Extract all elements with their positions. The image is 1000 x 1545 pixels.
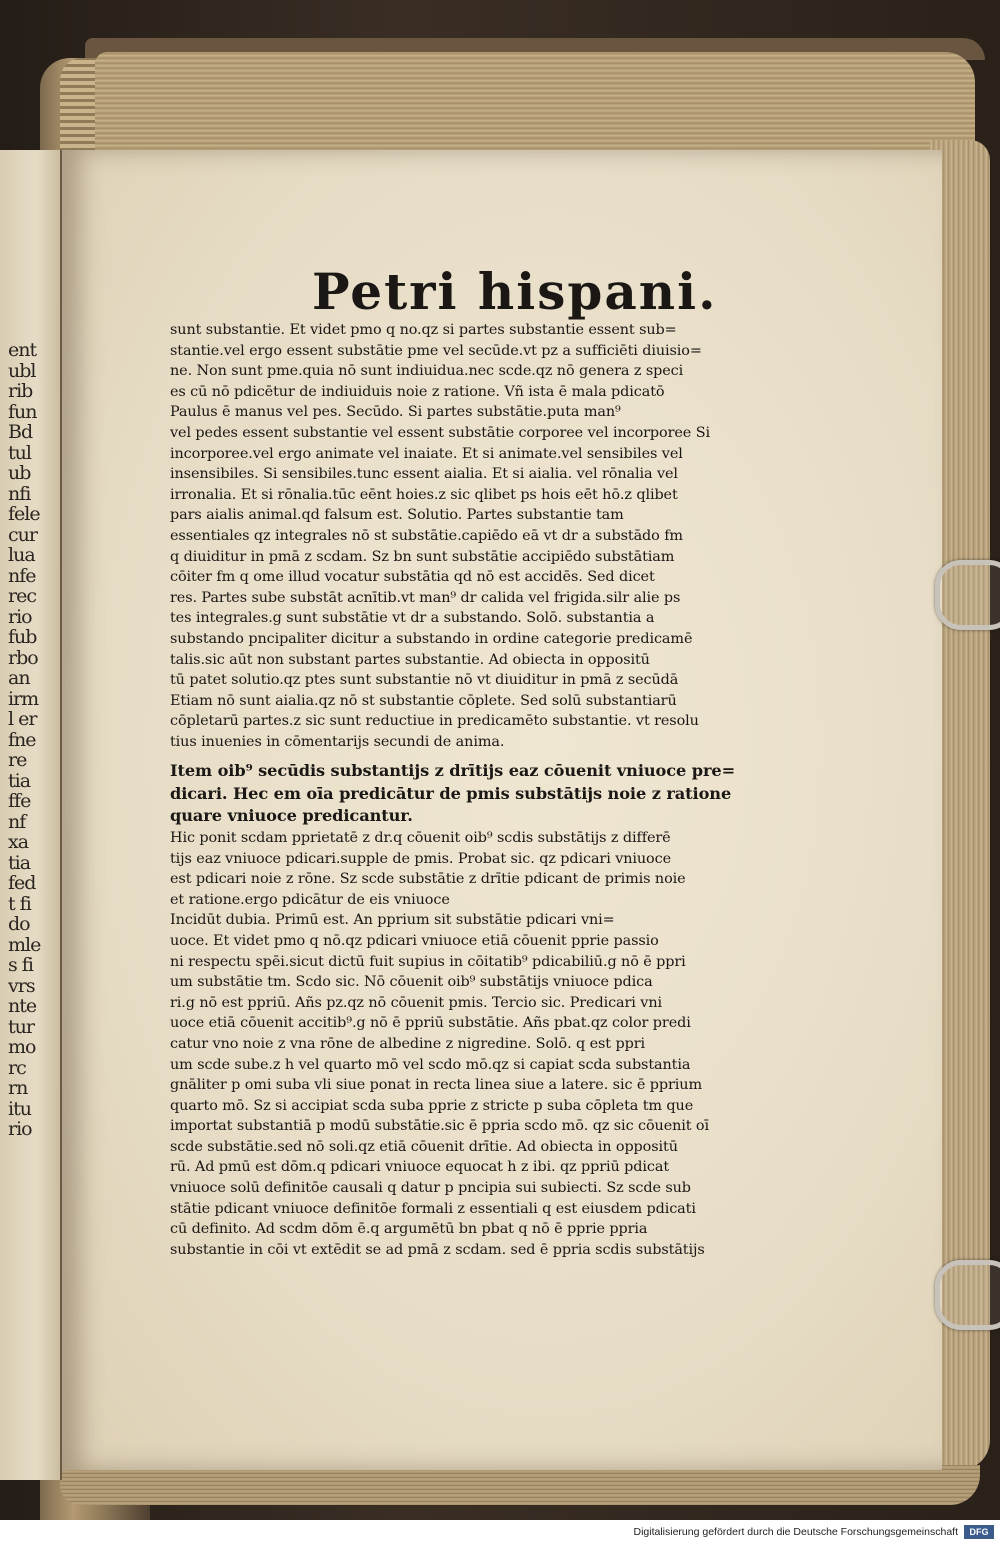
text-line: stātie pdicant vniuoce definitōe formali z essentiali q est eiusdem pdicati: [170, 1200, 696, 1217]
text-line: res. Partes sube substāt acnītib.vt man⁹ dr calida vel frigida.silr alie ps: [170, 589, 681, 606]
text-line: cōpletarū partes.z sic sunt reductiue in predicamēto substantie. vt resolu: [170, 713, 699, 730]
footer-credit: Digitalisierung gefördert durch die Deutsche Forschungsgemeinschaft: [633, 1526, 958, 1538]
text-line: scde substātie.sed nō soli.qz etiā cōuenit drītie. Ad obiecta in oppositū: [170, 1138, 678, 1155]
text-line: substando pncipaliter dicitur a substando in ordine categorie predicamē: [170, 630, 693, 647]
page-block-bottom-edge: [60, 1465, 980, 1505]
text-line: tius inuenies in cōmentarijs secundi de anima.: [170, 733, 505, 750]
text-line: dicari. Hec em oīa predicātur de pmis substātijs noie z ratione: [170, 783, 732, 803]
text-line: irronalia. Et si rōnalia.tūc eēnt hoies.z sic qlibet ps hois eēt hō.z qlibet: [170, 486, 678, 503]
text-line: um substātie tm. Scdo sic. Nō cōuenit oib⁹ substātijs vniuoce pdica: [170, 974, 653, 991]
text-line: insensibiles. Si sensibiles.tunc essent aialia. Et si aialia. vel rōnalia vel: [170, 466, 678, 483]
text-line: et ratione.ergo pdicātur de eis vniuoce: [170, 891, 450, 908]
main-text: [170, 320, 865, 1260]
page-block-top-edge: [95, 52, 975, 162]
page-clip-upper: [935, 560, 1000, 630]
text-line: tijs eaz vniuoce pdicari.supple de pmis. Probat sic. qz pdicari vniuoce: [170, 850, 671, 867]
text-line: cū definito. Ad scdm dōm ē.q argumētū bn pbat q nō ē pprie ppria: [170, 1221, 648, 1238]
text-line: tes integrales.g sunt substātie vt dr a substando. Solō. substantia a: [170, 610, 655, 627]
text-line: gnāliter p omi suba vli siue ponat in recta linea siue a latere. sic ē pprium: [170, 1077, 702, 1094]
text-line: talis.sic aūt non substant partes substantie. Ad obiecta in oppositū: [170, 651, 650, 668]
text-line: Incidūt dubia. Primū est. An pprium sit substātie pdicari vni=: [170, 912, 615, 929]
text-line: quarto mō. Sz si accipiat scda suba pprie z stricte p suba cōpleta tm que: [170, 1097, 694, 1114]
lemma-heading: [170, 760, 865, 828]
running-head: Petri hispani.: [312, 262, 718, 321]
dfg-logo: DFG: [964, 1525, 994, 1539]
recto-page: [62, 150, 942, 1470]
text-line: q diuiditur in pmā z scdam. Sz bn sunt substātie accipiēdo substātiam: [170, 548, 675, 565]
text-line: importat substantiā p modū substātie.sic ē ppria scdo mō. qz sic cōuenit oī: [170, 1118, 710, 1135]
text-line: incorporee.vel ergo animate vel inaiate. Et si animate.vel sensibiles vel: [170, 445, 683, 462]
text-line: Paulus ē manus vel pes. Secūdo. Si partes substātie.puta man⁹: [170, 404, 621, 421]
text-line: stantie.vel ergo essent substātie pme vel secūde.vt pz a sufficiēti diuisio=: [170, 342, 702, 359]
text-line: vel pedes essent substantie vel essent substātie corporee vel incorporee Si: [170, 424, 710, 441]
text-line: pars aialis animal.qd falsum est. Solutio. Partes substantie tam: [170, 507, 624, 524]
text-line: ne. Non sunt pme.quia nō sunt indiuidua.nec scde.qz nō genera z speci: [170, 363, 684, 380]
text-line: est pdicari noie z rōne. Sz scde substātie z drītie pdicant de primis noie: [170, 871, 686, 888]
text-line: Hic ponit scdam pprietatē z dr.q cōuenit oib⁹ scdis substātijs z differē: [170, 829, 671, 846]
left-page: [0, 150, 62, 1480]
text-line: substantie in cōi vt extēdit se ad pmā z scdam. sed ē ppria scdis substātijs: [170, 1241, 705, 1258]
text-line: Etiam nō sunt aialia.qz nō st substantie cōplete. Sed solū substantiarū: [170, 692, 677, 709]
text-line: catur vno noie z vna rōne de albedine z nigredine. Solō. q est ppri: [170, 1035, 645, 1052]
text-line: uoce. Et videt pmo q nō.qz pdicari vniuoce etiā cōuenit pprie passio: [170, 932, 659, 949]
text-line: quare vniuoce predicantur.: [170, 806, 413, 826]
text-line: uoce etiā cōuenit accitib⁹.g nō ē ppriū substātie. Añs pbat.qz color predi: [170, 1015, 691, 1032]
text-line: um scde sube.z h vel quarto mō vel scdo mō.qz si capiat scda substantia: [170, 1056, 691, 1073]
text-line: Item oib⁹ secūdis substantijs z drītijs eaz cōuenit vniuoce pre=: [170, 761, 736, 781]
footer-credit-bar: [0, 1520, 1000, 1545]
left-page-text-fragments: ent ubl rib fun Bd tul ub nfi fele cur lua nfe rec rio fub rbo an irm l er fne re tia ffe nf xa tia fed t fi do mle s fi vrs nte tur mo rc rn itu rio: [8, 340, 41, 1140]
text-line: ni respectu spēi.sicut dictū fuit supius in cōitatib⁹ pdicabiliū.g nō ē ppri: [170, 953, 686, 970]
text-line: es cū nō pdicētur de indiuiduis noie z ratione. Vñ ista ē mala pdicatō: [170, 383, 665, 400]
text-line: cōiter fm q ome illud vocatur substātia qd nō est accidēs. Sed dicet: [170, 569, 655, 586]
text-paragraph-1: [170, 320, 865, 752]
text-line: sunt substantie. Et videt pmo q no.qz si partes substantie essent sub=: [170, 322, 677, 338]
text-line: vniuoce solū definitōe causali q datur p pncipia sui subiecti. Sz scde sub: [170, 1180, 691, 1197]
text-line: rū. Ad pmū est dōm.q pdicari vniuoce equocat h z ibi. qz ppriū pdicat: [170, 1159, 670, 1176]
text-line: tū patet solutio.qz ptes sunt substantie nō vt diuiditur in pmā z secūdā: [170, 672, 679, 689]
text-paragraph-2: [170, 828, 865, 1260]
page-clip-lower: [935, 1260, 1000, 1330]
text-line: ri.g nō est ppriū. Añs pz.qz nō cōuenit pmis. Tercio sic. Predicari vni: [170, 994, 662, 1011]
text-line: essentiales qz integrales nō st substātie.capiēdo eā vt dr a substādo fm: [170, 527, 683, 544]
